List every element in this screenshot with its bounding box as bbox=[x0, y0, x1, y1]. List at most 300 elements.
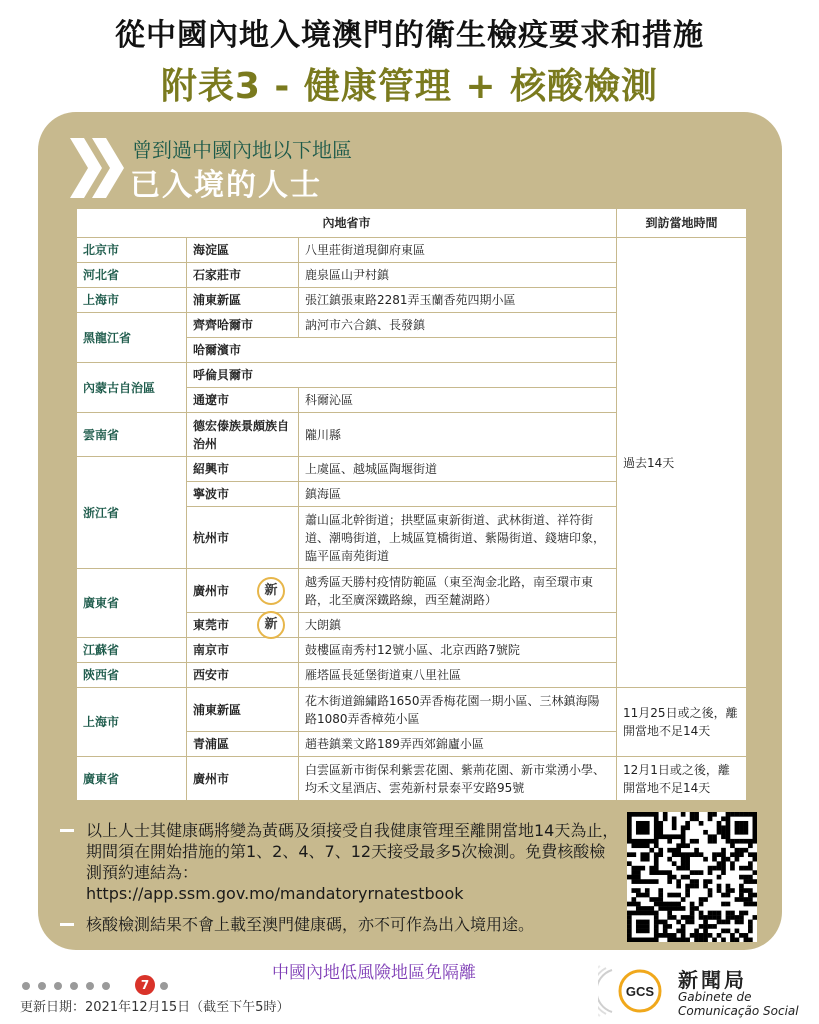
qr-module bbox=[726, 884, 731, 889]
qr-module bbox=[744, 821, 749, 826]
qr-module bbox=[649, 866, 654, 871]
qr-module bbox=[663, 902, 668, 907]
qr-module bbox=[739, 911, 744, 916]
qr-module bbox=[748, 888, 753, 893]
qr-module bbox=[645, 920, 650, 925]
note-text: 核酸檢測結果不會上載至澳門健康碼，亦不可作為出入境用途。 bbox=[86, 915, 535, 934]
area-cell: 越秀區天勝村疫情防範區（東至淘金北路，南至環市東路，北至廣深鐵路線，西至麓湖路） bbox=[299, 569, 617, 613]
qr-module bbox=[708, 893, 713, 898]
header-region: 內地省市 bbox=[77, 209, 617, 238]
page-dot[interactable] bbox=[70, 982, 78, 990]
qr-module bbox=[631, 812, 636, 817]
qr-module bbox=[658, 834, 663, 839]
page-dot[interactable] bbox=[54, 982, 62, 990]
qr-module bbox=[712, 834, 717, 839]
qr-module bbox=[654, 911, 659, 916]
qr-module bbox=[685, 875, 690, 880]
qr-module bbox=[694, 933, 699, 938]
qr-module bbox=[654, 915, 659, 920]
qr-module bbox=[658, 920, 663, 925]
qr-module bbox=[753, 821, 757, 826]
qr-module bbox=[658, 830, 663, 835]
qr-module bbox=[744, 888, 749, 893]
qr-module bbox=[672, 816, 677, 821]
qr-module bbox=[721, 938, 726, 942]
qr-module bbox=[667, 915, 672, 920]
qr-module bbox=[658, 902, 663, 907]
qr-module bbox=[676, 852, 681, 857]
logo-subtitle: Gabinete de bbox=[678, 990, 752, 1004]
qr-module bbox=[694, 929, 699, 934]
qr-module bbox=[703, 884, 708, 889]
page-subtitle: 附表3 - 健康管理 + 核酸檢測 bbox=[160, 66, 659, 107]
qr-module bbox=[712, 812, 717, 817]
qr-module bbox=[735, 929, 740, 934]
gcs-logo bbox=[598, 962, 808, 1020]
qr-module bbox=[667, 834, 672, 839]
qr-module bbox=[744, 897, 749, 902]
logo-subtitle: Comunicação Social bbox=[678, 1004, 799, 1018]
qr-module bbox=[717, 852, 722, 857]
qr-module bbox=[640, 843, 645, 848]
dash-bullet-icon bbox=[60, 923, 74, 926]
qr-module bbox=[721, 816, 726, 821]
qr-module bbox=[627, 929, 632, 934]
qr-module bbox=[739, 839, 744, 844]
banner-label[interactable]: 中國內地低風險地區免隔離 bbox=[272, 963, 476, 983]
qr-module bbox=[672, 902, 677, 907]
qr-module bbox=[735, 825, 740, 830]
city-cell: 呼倫貝爾市 bbox=[187, 363, 617, 388]
qr-module bbox=[672, 848, 677, 853]
area-cell: 雁塔區長延堡街道東八里社區 bbox=[299, 663, 617, 688]
qr-module bbox=[640, 920, 645, 925]
qr-module bbox=[703, 920, 708, 925]
qr-module bbox=[681, 852, 686, 857]
qr-module bbox=[717, 888, 722, 893]
qr-module bbox=[690, 915, 695, 920]
qr-module bbox=[721, 848, 726, 853]
area-cell: 趙巷鎮業文路189弄西郊錦廬小區 bbox=[299, 732, 617, 757]
qr-module bbox=[672, 933, 677, 938]
qr-module bbox=[645, 938, 650, 942]
qr-module bbox=[658, 888, 663, 893]
section-heading: 已入境的人士 bbox=[130, 168, 322, 203]
qr-module bbox=[735, 915, 740, 920]
qr-module bbox=[694, 852, 699, 857]
qr-module bbox=[703, 857, 708, 862]
qr-module bbox=[627, 825, 632, 830]
qr-module bbox=[663, 834, 668, 839]
qr-module bbox=[744, 848, 749, 853]
double-chevron-icon bbox=[70, 138, 124, 198]
region-table bbox=[76, 208, 747, 801]
qr-module bbox=[730, 839, 735, 844]
qr-module bbox=[753, 839, 757, 844]
qr-module bbox=[730, 933, 735, 938]
table-row bbox=[77, 757, 747, 801]
new-badge: 新 bbox=[257, 577, 285, 605]
qr-module bbox=[753, 816, 757, 821]
qr-module bbox=[654, 857, 659, 862]
province-cell: 雲南省 bbox=[77, 413, 187, 457]
qr-module bbox=[739, 888, 744, 893]
qr-module bbox=[699, 852, 704, 857]
qr-module bbox=[676, 906, 681, 911]
qr-code-icon[interactable] bbox=[627, 812, 757, 942]
qr-module bbox=[654, 933, 659, 938]
qr-module bbox=[730, 812, 735, 817]
qr-module bbox=[636, 812, 641, 817]
qr-module bbox=[654, 879, 659, 884]
qr-module bbox=[730, 938, 735, 942]
qr-module bbox=[640, 852, 645, 857]
qr-module bbox=[708, 870, 713, 875]
qr-module bbox=[739, 933, 744, 938]
qr-module bbox=[636, 902, 641, 907]
qr-module bbox=[672, 875, 677, 880]
city-cell: 廣州市 bbox=[187, 757, 299, 801]
qr-module bbox=[694, 938, 699, 942]
qr-module bbox=[658, 893, 663, 898]
qr-module bbox=[681, 897, 686, 902]
qr-module bbox=[636, 875, 641, 880]
qr-module bbox=[636, 870, 641, 875]
qr-module bbox=[699, 915, 704, 920]
qr-module bbox=[685, 821, 690, 826]
qr-module bbox=[631, 866, 636, 871]
qr-module bbox=[721, 893, 726, 898]
qr-module bbox=[654, 929, 659, 934]
page-dot[interactable] bbox=[160, 982, 168, 990]
city-cell: 西安市 bbox=[187, 663, 299, 688]
gcs-emblem-icon bbox=[598, 962, 674, 1020]
qr-module bbox=[676, 938, 681, 942]
qr-module bbox=[726, 816, 731, 821]
qr-module bbox=[699, 911, 704, 916]
qr-module bbox=[739, 920, 744, 925]
qr-module bbox=[654, 812, 659, 817]
qr-module bbox=[712, 938, 717, 942]
qr-module bbox=[654, 897, 659, 902]
qr-module bbox=[667, 902, 672, 907]
qr-module bbox=[753, 902, 757, 907]
qr-module bbox=[663, 929, 668, 934]
page-dot[interactable] bbox=[102, 982, 110, 990]
qr-module bbox=[649, 812, 654, 817]
qr-module bbox=[685, 825, 690, 830]
qr-module bbox=[748, 920, 753, 925]
qr-module bbox=[753, 830, 757, 835]
qr-module bbox=[631, 839, 636, 844]
qr-module bbox=[708, 812, 713, 817]
qr-module bbox=[658, 848, 663, 853]
qr-module bbox=[672, 938, 677, 942]
qr-module bbox=[649, 911, 654, 916]
province-cell: 陝西省 bbox=[77, 663, 187, 688]
qr-module bbox=[636, 929, 641, 934]
qr-module bbox=[627, 839, 632, 844]
qr-module bbox=[627, 861, 632, 866]
qr-module bbox=[645, 929, 650, 934]
qr-module bbox=[721, 852, 726, 857]
province-cell: 浙江省 bbox=[77, 457, 187, 569]
qr-module bbox=[753, 857, 757, 862]
qr-module bbox=[708, 879, 713, 884]
qr-module bbox=[672, 861, 677, 866]
province-cell: 河北省 bbox=[77, 263, 187, 288]
province-cell: 黑龍江省 bbox=[77, 313, 187, 363]
qr-module bbox=[730, 852, 735, 857]
qr-module bbox=[739, 884, 744, 889]
city-cell: 青浦區 bbox=[187, 732, 299, 757]
qr-module bbox=[645, 830, 650, 835]
qr-module bbox=[748, 879, 753, 884]
qr-module bbox=[685, 866, 690, 871]
qr-module bbox=[649, 897, 654, 902]
qr-module bbox=[735, 857, 740, 862]
province-cell: 上海市 bbox=[77, 688, 187, 757]
qr-module bbox=[685, 893, 690, 898]
table-row bbox=[77, 238, 747, 263]
area-cell: 白雲區新市街保利紫雲花園、紫荊花園、新市棠湧小學、均禾文星酒店、雲苑新村景泰平安路95號 bbox=[299, 757, 617, 801]
qr-module bbox=[636, 893, 641, 898]
qr-module bbox=[699, 870, 704, 875]
qr-module bbox=[667, 875, 672, 880]
area-cell: 大朗鎮 bbox=[299, 613, 617, 638]
qr-module bbox=[694, 906, 699, 911]
qr-module bbox=[717, 875, 722, 880]
qr-module bbox=[726, 821, 731, 826]
qr-module bbox=[667, 924, 672, 929]
qr-module bbox=[627, 830, 632, 835]
qr-module bbox=[645, 879, 650, 884]
qr-module bbox=[726, 902, 731, 907]
qr-module bbox=[631, 938, 636, 942]
qr-module bbox=[645, 857, 650, 862]
qr-module bbox=[636, 924, 641, 929]
qr-module bbox=[631, 875, 636, 880]
qr-module bbox=[717, 915, 722, 920]
qr-module bbox=[631, 879, 636, 884]
qr-module bbox=[694, 879, 699, 884]
qr-module bbox=[712, 852, 717, 857]
qr-module bbox=[744, 911, 749, 916]
qr-module bbox=[645, 888, 650, 893]
area-cell: 張江鎮張東路2281弄玉蘭香苑四期小區 bbox=[299, 288, 617, 313]
qr-module bbox=[663, 812, 668, 817]
qr-module bbox=[690, 879, 695, 884]
qr-module bbox=[685, 852, 690, 857]
qr-module bbox=[681, 924, 686, 929]
qr-module bbox=[739, 893, 744, 898]
qr-module bbox=[739, 866, 744, 871]
city-cell bbox=[187, 613, 299, 638]
qr-module bbox=[703, 897, 708, 902]
qr-module bbox=[748, 866, 753, 871]
qr-module bbox=[663, 920, 668, 925]
qr-module bbox=[627, 938, 632, 942]
qr-module bbox=[703, 915, 708, 920]
qr-module bbox=[649, 870, 654, 875]
qr-module bbox=[663, 906, 668, 911]
page-dot[interactable] bbox=[38, 982, 46, 990]
city-cell: 石家莊市 bbox=[187, 263, 299, 288]
qr-module bbox=[667, 906, 672, 911]
qr-module bbox=[726, 893, 731, 898]
qr-module bbox=[748, 938, 753, 942]
qr-module bbox=[690, 870, 695, 875]
city-label: 東莞市 bbox=[193, 618, 230, 632]
qr-module bbox=[681, 929, 686, 934]
qr-module bbox=[721, 902, 726, 907]
qr-module bbox=[676, 834, 681, 839]
qr-module bbox=[645, 843, 650, 848]
qr-module bbox=[717, 830, 722, 835]
qr-module bbox=[681, 857, 686, 862]
qr-module bbox=[703, 938, 708, 942]
qr-module bbox=[640, 830, 645, 835]
qr-module bbox=[654, 938, 659, 942]
qr-module bbox=[645, 852, 650, 857]
qr-module bbox=[640, 906, 645, 911]
city-cell: 杭州市 bbox=[187, 507, 299, 569]
qr-module bbox=[730, 911, 735, 916]
qr-module bbox=[654, 834, 659, 839]
qr-module bbox=[667, 848, 672, 853]
city-cell bbox=[187, 569, 299, 613]
qr-module bbox=[717, 866, 722, 871]
city-cell: 齊齊哈爾市 bbox=[187, 313, 299, 338]
qr-module bbox=[685, 888, 690, 893]
area-cell: 鹿泉區山尹村鎮 bbox=[299, 263, 617, 288]
qr-module bbox=[726, 812, 731, 817]
area-cell: 蕭山區北幹街道；拱墅區東新街道、武林街道、祥符街道、潮鳴街道，上城區筧橋街道、紫陽街道、錢塘印象，臨平區南苑街道 bbox=[299, 507, 617, 569]
area-cell: 訥河市六合鎮、長發鎮 bbox=[299, 313, 617, 338]
city-cell: 浦東新區 bbox=[187, 688, 299, 732]
note-item bbox=[60, 914, 620, 935]
city-cell: 哈爾濱市 bbox=[187, 338, 617, 363]
qr-module bbox=[627, 821, 632, 826]
qr-module bbox=[636, 839, 641, 844]
city-cell: 通遼市 bbox=[187, 388, 299, 413]
area-cell: 八里莊街道現御府東區 bbox=[299, 238, 617, 263]
qr-module bbox=[685, 938, 690, 942]
qr-module bbox=[699, 821, 704, 826]
qr-module bbox=[672, 906, 677, 911]
qr-module bbox=[627, 875, 632, 880]
qr-module bbox=[681, 825, 686, 830]
time-cell: 過去14天 bbox=[617, 238, 747, 688]
qr-module bbox=[631, 843, 636, 848]
qr-module bbox=[748, 861, 753, 866]
qr-module bbox=[726, 857, 731, 862]
booking-link[interactable]: https://app.ssm.gov.mo/mandatoryrnatestbook bbox=[86, 884, 464, 903]
area-cell: 鎮海區 bbox=[299, 482, 617, 507]
province-cell: 上海市 bbox=[77, 288, 187, 313]
qr-module bbox=[663, 924, 668, 929]
qr-module bbox=[640, 938, 645, 942]
qr-module bbox=[703, 933, 708, 938]
qr-module bbox=[694, 870, 699, 875]
qr-module bbox=[676, 848, 681, 853]
qr-module bbox=[654, 825, 659, 830]
qr-module bbox=[748, 902, 753, 907]
qr-module bbox=[717, 933, 722, 938]
qr-module bbox=[735, 830, 740, 835]
city-cell: 浦東新區 bbox=[187, 288, 299, 313]
qr-module bbox=[681, 843, 686, 848]
city-cell: 寧波市 bbox=[187, 482, 299, 507]
qr-module bbox=[654, 866, 659, 871]
qr-module bbox=[726, 830, 731, 835]
qr-module bbox=[640, 839, 645, 844]
qr-module bbox=[721, 866, 726, 871]
page-dot[interactable] bbox=[22, 982, 30, 990]
qr-module bbox=[730, 915, 735, 920]
qr-module bbox=[627, 933, 632, 938]
qr-module bbox=[631, 902, 636, 907]
qr-module bbox=[654, 830, 659, 835]
qr-module bbox=[645, 893, 650, 898]
qr-module bbox=[640, 911, 645, 916]
qr-module bbox=[708, 888, 713, 893]
qr-module bbox=[654, 902, 659, 907]
qr-module bbox=[654, 821, 659, 826]
qr-module bbox=[739, 875, 744, 880]
city-cell: 紹興市 bbox=[187, 457, 299, 482]
qr-module bbox=[690, 816, 695, 821]
qr-module bbox=[672, 893, 677, 898]
qr-module bbox=[636, 830, 641, 835]
qr-module bbox=[654, 843, 659, 848]
page-dot[interactable] bbox=[86, 982, 94, 990]
qr-module bbox=[721, 920, 726, 925]
qr-module bbox=[627, 915, 632, 920]
qr-module bbox=[699, 938, 704, 942]
qr-module bbox=[730, 861, 735, 866]
qr-module bbox=[681, 861, 686, 866]
qr-module bbox=[708, 834, 713, 839]
qr-module bbox=[654, 852, 659, 857]
qr-module bbox=[627, 920, 632, 925]
qr-module bbox=[667, 911, 672, 916]
qr-module bbox=[667, 839, 672, 844]
province-cell: 內蒙古自治區 bbox=[77, 363, 187, 413]
qr-module bbox=[667, 879, 672, 884]
page-dot-active[interactable]: 7 bbox=[135, 975, 155, 995]
qr-module bbox=[735, 920, 740, 925]
qr-module bbox=[739, 812, 744, 817]
qr-module bbox=[631, 852, 636, 857]
qr-module bbox=[672, 834, 677, 839]
qr-module bbox=[735, 848, 740, 853]
logo-mark: GCS bbox=[625, 984, 655, 999]
qr-module bbox=[748, 897, 753, 902]
new-badge: 新 bbox=[257, 611, 285, 639]
area-cell: 科爾沁區 bbox=[299, 388, 617, 413]
qr-module bbox=[690, 812, 695, 817]
qr-module bbox=[726, 911, 731, 916]
qr-module bbox=[748, 852, 753, 857]
qr-module bbox=[744, 875, 749, 880]
qr-module bbox=[753, 834, 757, 839]
qr-module bbox=[681, 906, 686, 911]
qr-module bbox=[640, 929, 645, 934]
qr-module bbox=[649, 839, 654, 844]
qr-module bbox=[694, 812, 699, 817]
area-cell: 隴川縣 bbox=[299, 413, 617, 457]
